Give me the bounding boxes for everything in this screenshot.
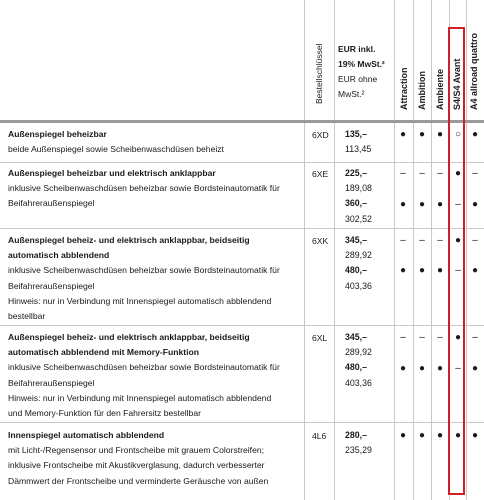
mark-s4: – (455, 363, 461, 374)
header-price-line2: 19% MwSt.² (338, 59, 385, 69)
mark-ambiente: ● (436, 129, 444, 140)
header-bestellschluessel: Bestellschlüssel (314, 43, 324, 104)
row-line: Dämmwert der Frontscheibe und verminderte Geräusche von außen (8, 475, 269, 486)
price-gross: 280,– (345, 430, 368, 440)
mark-allroad: – (472, 168, 478, 179)
s4-column-highlight (448, 27, 465, 495)
mark-allroad: ● (471, 265, 479, 276)
price-gross: 135,– (345, 129, 368, 139)
row-title: Außenspiegel beheizbar (8, 129, 107, 139)
col-divider (431, 0, 432, 500)
header-model-ambiente: Ambiente (435, 68, 445, 110)
row-line: Hinweis: nur in Verbindung mit Innenspiegel automatisch abblendend (8, 295, 272, 306)
row-title-cont: automatisch abblendend (8, 250, 110, 261)
row-line: Beifahreraußenspiegel (8, 377, 95, 388)
row-description (8, 330, 304, 421)
row-line: inklusive Scheibenwaschdüsen beheizbar sowie Bordsteinautomatik für (8, 362, 280, 373)
price-block (345, 166, 372, 227)
col-divider (334, 0, 335, 500)
mark-s4: ● (454, 332, 462, 343)
mark-allroad: ● (471, 363, 479, 374)
mark-allroad: – (472, 332, 478, 343)
price-net: 113,45 (345, 144, 372, 155)
header-model-s4: S4/S4 Avant (452, 58, 462, 110)
header-price (338, 42, 390, 102)
mark-ambition: – (419, 332, 425, 343)
price-block (345, 330, 372, 391)
mark-ambition: ● (418, 199, 426, 210)
col-divider (304, 0, 305, 500)
mark-allroad: ● (471, 199, 479, 210)
row-divider (0, 325, 484, 326)
mark-attraction: ● (399, 265, 407, 276)
mark-ambition: ● (418, 363, 426, 374)
row-line: Hinweis: nur in Verbindung mit Innenspiegel automatisch abblendend (8, 392, 272, 403)
mark-allroad: – (472, 235, 478, 246)
mark-attraction: ● (399, 430, 407, 441)
row-title: Außenspiegel beheiz- und elektrisch anklappbar, beidseitig (8, 235, 250, 245)
mark-allroad: ● (471, 430, 479, 441)
row-divider (0, 162, 484, 163)
price-gross: 345,– (345, 332, 368, 342)
mark-ambiente: – (437, 332, 443, 343)
row-title: Außenspiegel beheizbar und elektrisch anklappbar (8, 168, 216, 178)
mark-s4: ● (454, 430, 462, 441)
row-line: mit Licht-/Regensensor und Frontscheibe mit grauem Colorstreifen; (8, 445, 265, 456)
mark-ambition: ● (418, 430, 426, 441)
header-model-allroad: A4 allroad quattro (469, 32, 479, 110)
mark-ambition: – (419, 168, 425, 179)
mark-allroad: ● (471, 129, 479, 140)
row-title: Außenspiegel beheiz- und elektrisch anklappbar, beidseitig (8, 332, 250, 342)
row-line: inklusive Frontscheibe mit Akustikverglasung, dadurch verbesserter (8, 460, 265, 471)
mark-attraction: – (400, 332, 406, 343)
header-price-line3: EUR ohne (338, 74, 378, 84)
mark-s4: – (455, 199, 461, 210)
mark-ambition: ● (418, 265, 426, 276)
row-line: Beifahreraußenspiegel (8, 198, 95, 209)
mark-s4: – (455, 265, 461, 276)
row-line: Beifahreraußenspiegel (8, 280, 95, 291)
price-net: 403,36 (345, 377, 372, 388)
price-net: 302,52 (345, 213, 372, 224)
price-net: 289,92 (345, 250, 372, 261)
row-description (8, 166, 304, 212)
order-code: 6XL (312, 333, 328, 343)
price-block (345, 233, 372, 294)
row-description (8, 428, 304, 489)
price-gross: 360,– (345, 198, 368, 209)
mark-attraction: ● (399, 129, 407, 140)
header-model-attraction: Attraction (399, 67, 409, 110)
row-line: inklusive Scheibenwaschdüsen beheizbar sowie Bordsteinautomatik für (8, 265, 280, 276)
mark-ambiente: ● (436, 265, 444, 276)
col-divider (413, 0, 414, 500)
col-divider (394, 0, 395, 500)
row-description (8, 233, 304, 324)
order-code: 6XD (312, 130, 329, 140)
row-description (8, 127, 304, 157)
header-price-line4: MwSt.² (338, 89, 365, 99)
mark-attraction: – (400, 168, 406, 179)
price-net: 289,92 (345, 347, 372, 358)
mark-s4: ○ (454, 129, 462, 140)
row-divider (0, 228, 484, 229)
price-net: 403,36 (345, 280, 372, 291)
order-code: 6XE (312, 169, 329, 179)
mark-ambiente: ● (436, 363, 444, 374)
price-gross: 480,– (345, 362, 368, 373)
row-line: bestellbar (8, 311, 46, 322)
price-gross: 345,– (345, 235, 368, 245)
price-net: 235,29 (345, 445, 372, 456)
price-net: 189,08 (345, 183, 372, 194)
mark-ambiente: ● (436, 430, 444, 441)
row-line: beide Außenspiegel sowie Scheibenwaschdüsen beheizt (8, 144, 224, 155)
col-divider (466, 0, 467, 500)
price-gross: 480,– (345, 265, 368, 276)
order-code: 6XK (312, 236, 329, 246)
mark-ambiente: – (437, 235, 443, 246)
mark-ambiente: ● (436, 199, 444, 210)
mark-ambiente: – (437, 168, 443, 179)
row-divider (0, 422, 484, 423)
row-line: und Memory-Funktion für den Fahrersitz bestellbar (8, 408, 201, 419)
mark-ambition: – (419, 235, 425, 246)
mark-ambition: ● (418, 129, 426, 140)
row-title-cont: automatisch abblendend mit Memory-Funktion (8, 347, 199, 358)
price-block (345, 428, 372, 458)
price-block (345, 127, 371, 157)
mark-s4: ● (454, 168, 462, 179)
mark-attraction: ● (399, 199, 407, 210)
order-code: 4L6 (312, 431, 327, 441)
mark-attraction: – (400, 235, 406, 246)
price-gross: 225,– (345, 168, 368, 178)
header-rule (0, 120, 484, 123)
mark-s4: ● (454, 235, 462, 246)
header-price-line1: EUR inkl. (338, 44, 376, 54)
row-title: Innenspiegel automatisch abblendend (8, 430, 165, 440)
row-line: inklusive Scheibenwaschdüsen beheizbar sowie Bordsteinautomatik für (8, 183, 280, 194)
mark-attraction: ● (399, 363, 407, 374)
header-model-ambition: Ambition (417, 71, 427, 110)
